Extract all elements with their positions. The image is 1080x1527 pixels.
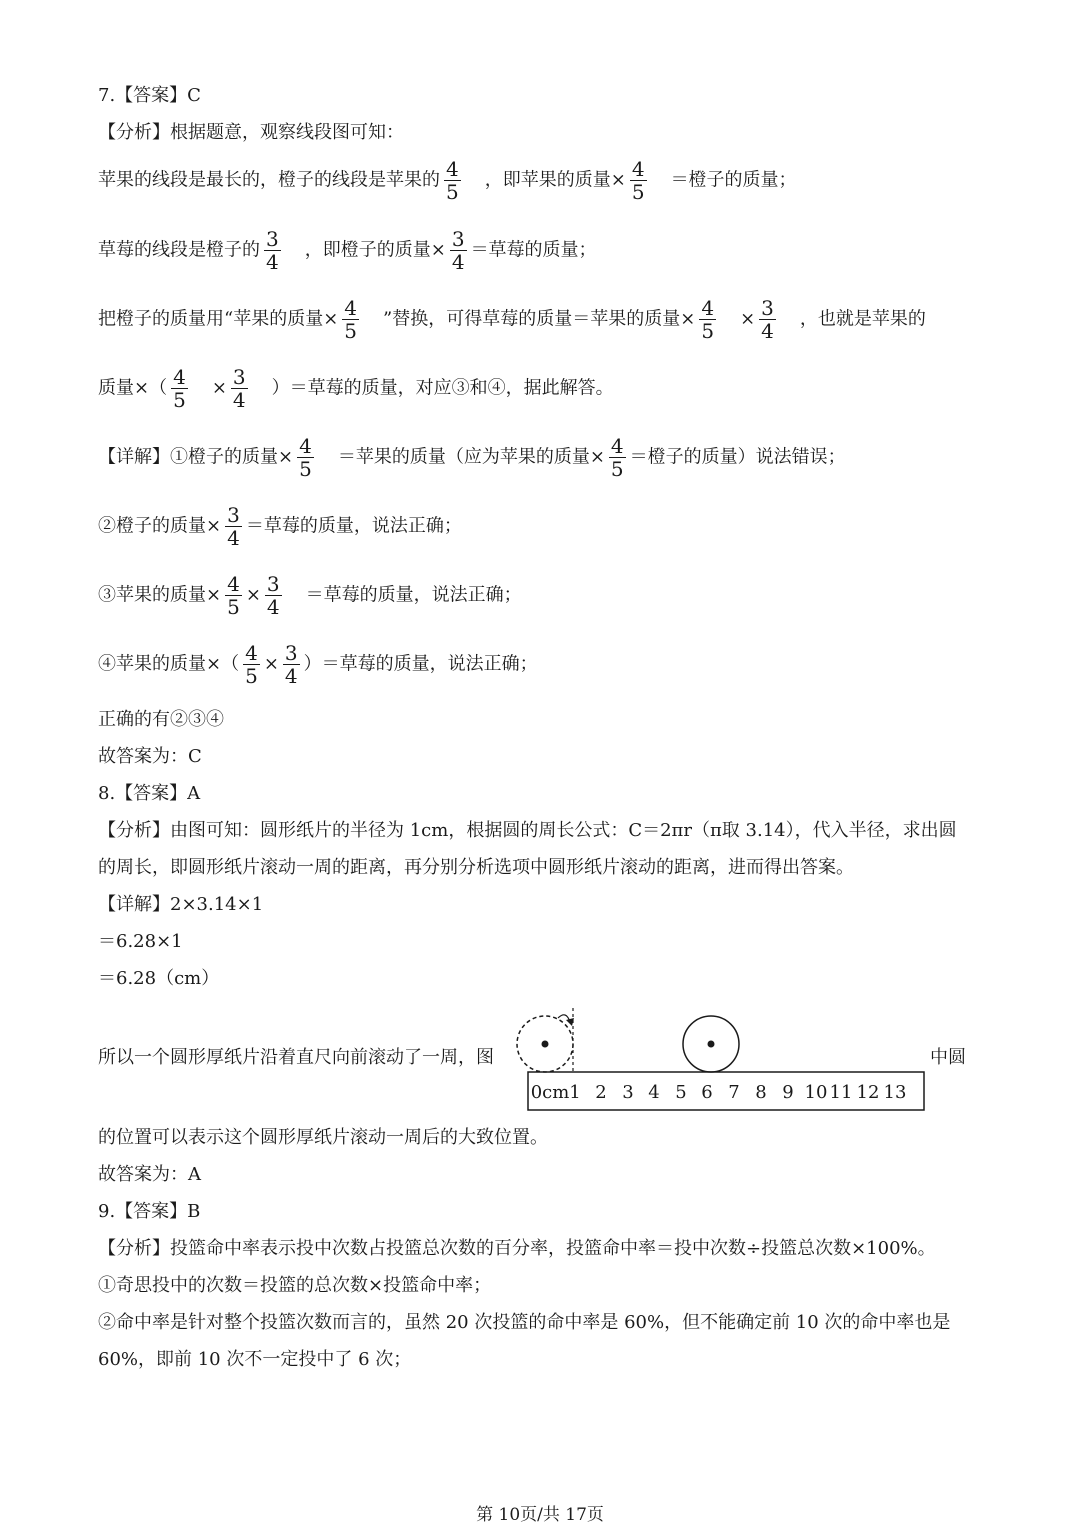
q7-detail-2: ②橙子的质量× $\frac{3}{4}$ ＝草莓的质量，说法正确； — [98, 503, 462, 550]
ruler-tick-label: 3 — [622, 1082, 634, 1103]
q7-detail-4: ④苹果的质量×（ $\frac{4}{5}$ × $\frac{3}{4}$ ）＝草莓的质量，说法正确； — [98, 641, 538, 688]
fraction-3-4: $\frac{3}{4}$ — [451, 227, 465, 274]
q9-analysis: 【分析】投篮命中率表示投中次数占投篮总次数的百分率，投篮命中率＝投中次数÷投篮总次数×100%。 — [98, 1238, 936, 1259]
q7-detail-1: 【详解】①橙子的质量× $\frac{4}{5}$ ＝苹果的质量（应为苹果的质量× $\frac{4}{5}$ ＝橙子的质量）说法错误； — [98, 434, 846, 481]
fraction-4-5: $\frac{4}{5}$ — [610, 434, 624, 481]
ruler-tick-label: 0cm — [530, 1082, 570, 1103]
q8-analysis-2: 的周长，即圆形纸片滚动一周的距离，再分别分析选项中圆形纸片滚动的距离，进而得出答案。 — [98, 857, 854, 878]
fraction-3-4: $\frac{3}{4}$ — [284, 641, 298, 688]
end-circle — [683, 1016, 739, 1072]
ruler-rolling-circle-diagram — [500, 1004, 940, 1114]
q9-point-2a: ②命中率是针对整个投篮次数而言的，虽然 20 次投篮的命中率是 60%，但不能确定前 10 次的命中率也是 — [98, 1312, 951, 1333]
ruler-tick-labels — [531, 1082, 907, 1103]
q7-analysis-line-3: 把橙子的质量用“苹果的质量× $\frac{4}{5}$ ”替换，可得草莓的质量＝苹果的质量× $\frac{4}{5}$ × $\frac{3}{4}$ ，也就是苹果的 — [98, 296, 926, 343]
ruler-tick-label: 9 — [782, 1082, 794, 1103]
start-circle — [517, 1016, 573, 1072]
q8-analysis-1: 【分析】由图可知：圆形纸片的半径为 1cm，根据圆的周长公式：C＝2πr（π取 3.14），代入半径，求出圆 — [98, 820, 957, 841]
q9-point-1: ①奇思投中的次数＝投篮的总次数×投篮命中率； — [98, 1275, 492, 1296]
q7-correct-items: 正确的有②③④ — [98, 709, 224, 730]
q7-analysis-line-2: 草莓的线段是橙子的 $\frac{3}{4}$ ，即橙子的质量× $\frac{3}{4}$ ＝草莓的质量； — [98, 227, 597, 274]
fraction-3-4: $\frac{3}{4}$ — [761, 296, 774, 343]
q8-detail-3: ＝6.28（cm） — [98, 968, 220, 989]
ruler-tick-label: 8 — [755, 1082, 767, 1103]
q8-figure-caption-after: 中圆 — [930, 1047, 966, 1068]
q7-conclusion: 故答案为：C — [98, 746, 202, 767]
fraction-3-4: $\frac{3}{4}$ — [232, 365, 246, 412]
q8-figure-caption-next: 的位置可以表示这个圆形厚纸片滚动一周后的大致位置。 — [98, 1127, 548, 1148]
ruler-tick-label: 12 — [856, 1082, 880, 1103]
ruler-tick-label: 6 — [701, 1082, 713, 1103]
ruler-tick-label: 1 — [569, 1082, 581, 1103]
rotation-arrowhead-icon — [566, 1018, 574, 1026]
fraction-3-4: $\frac{3}{4}$ — [266, 572, 280, 619]
q7-analysis-line-1: 苹果的线段是最长的，橙子的线段是苹果的 $\frac{4}{5}$ ，即苹果的质量× $\frac{4}{5}$ ＝橙子的质量； — [98, 157, 797, 204]
q8-detail-1: 【详解】2×3.14×1 — [98, 894, 264, 915]
ruler-tick-label: 11 — [829, 1082, 853, 1103]
fraction-4-5: $\frac{4}{5}$ — [344, 296, 358, 343]
q7-detail-3: ③苹果的质量× $\frac{4}{5}$ × $\frac{3}{4}$ ＝草莓的质量，说法正确； — [98, 572, 522, 619]
q8-detail-2: ＝6.28×1 — [98, 931, 183, 952]
fraction-4-5: $\frac{4}{5}$ — [173, 365, 186, 412]
fraction-4-5: $\frac{4}{5}$ — [227, 572, 240, 619]
q7-analysis-line-4: 质量×（ $\frac{4}{5}$ × $\frac{3}{4}$ ）＝草莓的质量，对应③和④，据此解答。 — [98, 365, 614, 412]
fraction-4-5: $\frac{4}{5}$ — [631, 157, 645, 204]
ruler-tick-label: 4 — [648, 1082, 660, 1103]
fraction-3-4: $\frac{3}{4}$ — [266, 227, 279, 274]
fraction-4-5: $\frac{4}{5}$ — [701, 296, 715, 343]
q8-conclusion: 故答案为：A — [98, 1164, 201, 1185]
ruler-tick-label: 7 — [728, 1082, 740, 1103]
ruler-tick-label: 2 — [595, 1082, 607, 1103]
page-footer: 第 10页/共 17页 — [476, 1505, 604, 1525]
fraction-4-5: $\frac{4}{5}$ — [446, 157, 459, 204]
ruler-tick-label: 10 — [804, 1082, 828, 1103]
q7-analysis-intro: 【分析】根据题意，观察线段图可知： — [98, 122, 404, 143]
q9-point-2b: 60%，即前 10 次不一定投中了 6 次； — [98, 1349, 412, 1370]
fraction-4-5: $\frac{4}{5}$ — [245, 641, 258, 688]
ruler-tick-label: 5 — [675, 1082, 687, 1103]
q8-answer: 8.【答案】A — [98, 783, 201, 804]
q7-answer: 7.【答案】C — [98, 85, 201, 106]
q9-answer: 9.【答案】B — [98, 1201, 201, 1222]
fraction-3-4: $\frac{3}{4}$ — [227, 503, 240, 550]
q8-figure-caption-before: 所以一个圆形厚纸片沿着直尺向前滚动了一周，图 — [98, 1047, 494, 1068]
fraction-4-5: $\frac{4}{5}$ — [299, 434, 312, 481]
ruler-tick-label: 13 — [883, 1082, 907, 1103]
